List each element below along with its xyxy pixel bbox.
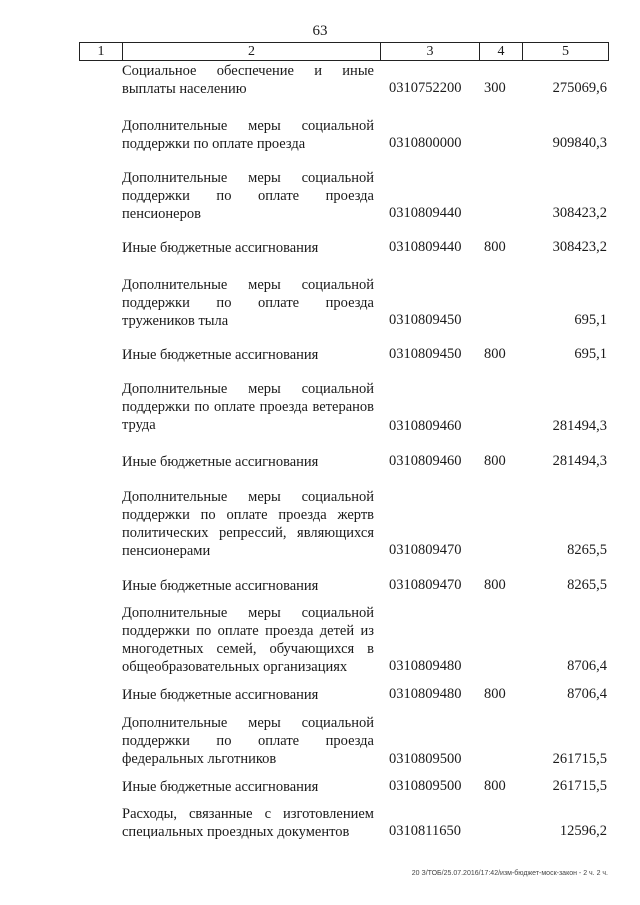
row-description: Иные бюджетные ассигнования: [122, 347, 319, 363]
row-amount: 8706,4: [567, 686, 607, 702]
row-amount: 275069,6: [552, 80, 607, 96]
row-code: 0310809440: [389, 239, 462, 255]
row-description: Иные бюджетные ассигнования: [122, 240, 319, 256]
row-code: 0310809500: [389, 778, 462, 794]
row-description: Дополнительные меры социальной поддержки по оплате проезда детей из многодетных семей, обучающихся в общеобразовательных организациях: [122, 605, 374, 675]
row-code: 0310800000: [389, 135, 462, 151]
row-amount: 8265,5: [567, 577, 607, 593]
row-amount: 909840,3: [552, 135, 607, 151]
row-amount: 8706,4: [567, 658, 607, 674]
row-description: Дополнительные меры социальной поддержки по оплате проезда пенсионеров: [122, 170, 374, 222]
row-code: 0310752200: [389, 80, 462, 96]
row-description: Иные бюджетные ассигнования: [122, 454, 319, 470]
row-code: 0310809460: [389, 418, 462, 434]
header-col-5: 5: [562, 44, 569, 59]
row-expense-type: 800: [484, 453, 506, 469]
row-expense-type: 300: [484, 80, 506, 96]
table-header-row: [79, 42, 609, 61]
header-col-4: 4: [480, 43, 523, 60]
row-expense-type: 800: [484, 778, 506, 794]
header-col-2: 2: [123, 43, 381, 60]
row-description: Социальное обеспечение и иные выплаты населению: [122, 63, 374, 97]
row-code: 0310809480: [389, 658, 462, 674]
row-expense-type: 800: [484, 686, 506, 702]
row-description: Дополнительные меры социальной поддержки по оплате проезда ветеранов труда: [122, 381, 374, 433]
header-col-3: 3: [381, 43, 480, 60]
header-col-1: 1: [80, 43, 123, 60]
row-code: 0310811650: [389, 823, 461, 839]
row-amount: 308423,2: [552, 205, 607, 221]
row-code: 0310809470: [389, 542, 462, 558]
row-code: 0310809450: [389, 312, 462, 328]
row-expense-type: 800: [484, 239, 506, 255]
row-amount: 12596,2: [559, 823, 607, 839]
row-description: Иные бюджетные ассигнования: [122, 687, 319, 703]
row-amount: 261715,5: [552, 751, 607, 767]
row-code: 0310809460: [389, 453, 462, 469]
row-amount: 261715,5: [552, 778, 607, 794]
row-code: 0310809450: [389, 346, 462, 362]
row-code: 0310809480: [389, 686, 462, 702]
row-description: Иные бюджетные ассигнования: [122, 779, 319, 795]
row-code: 0310809440: [389, 205, 462, 221]
row-description: Дополнительные меры социальной поддержки по оплате проезда: [122, 118, 374, 152]
row-description: Дополнительные меры социальной поддержки по оплате проезда федеральных льготников: [122, 715, 374, 767]
page-number: 63: [312, 23, 328, 39]
row-amount: 281494,3: [552, 453, 607, 469]
row-amount: 695,1: [574, 312, 607, 328]
row-code: 0310809470: [389, 577, 462, 593]
row-description: Иные бюджетные ассигнования: [122, 578, 319, 594]
row-description: Дополнительные меры социальной поддержки по оплате проезда жертв политических репрессий, являющихся пенсионерами: [122, 489, 374, 559]
row-amount: 695,1: [574, 346, 607, 362]
document-footer: 20 З/ТОБ/25.07.2016/17:42/изм-бюджет-моск-закон - 2 ч. 2 ч.: [411, 870, 608, 877]
row-description: Расходы, связанные с изготовлением специальных проездных документов: [122, 806, 374, 840]
row-expense-type: 800: [484, 577, 506, 593]
row-description: Дополнительные меры социальной поддержки по оплате проезда тружеников тыла: [122, 277, 374, 329]
row-code: 0310809500: [389, 751, 462, 767]
row-amount: 308423,2: [552, 239, 607, 255]
row-amount: 281494,3: [552, 418, 607, 434]
row-expense-type: 800: [484, 346, 506, 362]
row-amount: 8265,5: [567, 542, 607, 558]
